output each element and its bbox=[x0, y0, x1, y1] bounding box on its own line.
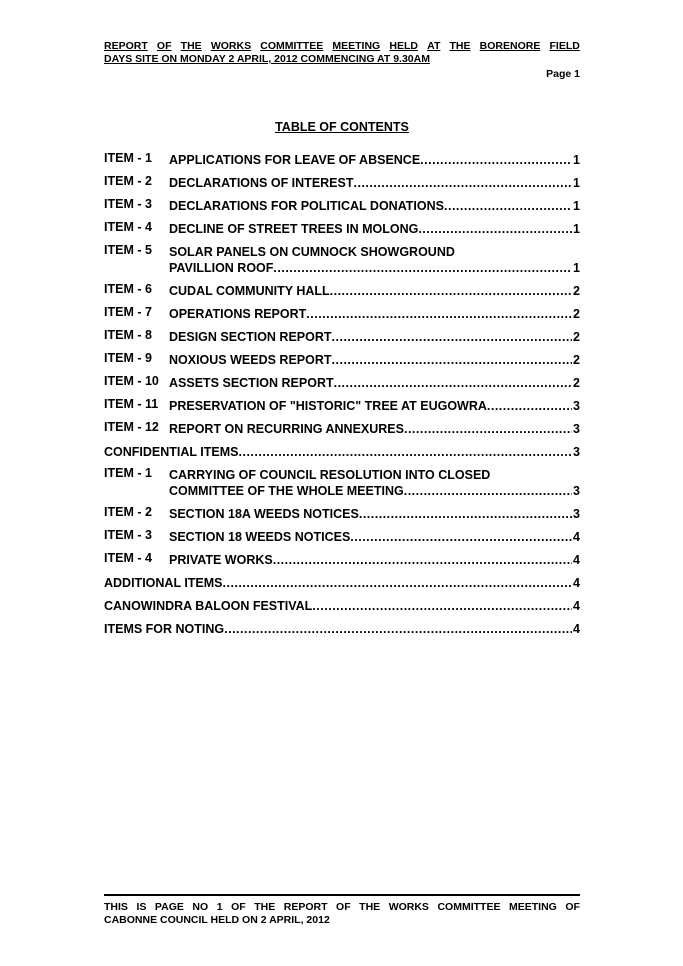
dot-leader bbox=[420, 153, 572, 167]
footer-line-2: CABONNE COUNCIL HELD ON 2 APRIL, 2012 bbox=[104, 914, 330, 926]
footer-line-1 bbox=[104, 901, 580, 914]
header-word: THE bbox=[449, 40, 471, 52]
header-line-1 bbox=[104, 40, 580, 53]
toc-entry bbox=[104, 597, 580, 613]
footer-word: OF bbox=[565, 901, 580, 913]
toc-entry-title: DECLARATIONS OF INTEREST bbox=[169, 176, 354, 190]
toc-entry bbox=[104, 174, 580, 190]
footer-word: IS bbox=[136, 901, 147, 913]
footer-word: THE bbox=[254, 901, 276, 913]
toc-entry-page: 3 bbox=[573, 399, 580, 413]
toc-entry bbox=[104, 351, 580, 367]
dot-leader bbox=[332, 353, 573, 367]
header-word: REPORT bbox=[104, 40, 148, 52]
footer-word: PAGE bbox=[154, 901, 184, 913]
footer-word: NO bbox=[192, 901, 209, 913]
toc-entry-title-continued: PAVILLION ROOF bbox=[169, 261, 274, 275]
toc-entry bbox=[104, 220, 580, 236]
toc-entry-title: NOXIOUS WEEDS REPORT bbox=[169, 353, 332, 367]
toc-entry-title: SOLAR PANELS ON CUMNOCK SHOWGROUND bbox=[169, 245, 455, 259]
header-word: HELD bbox=[389, 40, 418, 52]
toc-entry-page: 4 bbox=[573, 553, 580, 567]
toc-entry-page: 2 bbox=[573, 376, 580, 390]
toc-entry-page: 2 bbox=[573, 353, 580, 367]
toc-entry-title: PRIVATE WORKS bbox=[169, 553, 273, 567]
footer-word: 1 bbox=[216, 901, 223, 913]
toc-entry-label: ITEM - 3 bbox=[104, 528, 152, 542]
toc-entry-label: ITEM - 2 bbox=[104, 174, 152, 188]
dot-leader bbox=[332, 330, 573, 344]
toc-entry-title: DECLARATIONS FOR POLITICAL DONATIONS bbox=[169, 199, 444, 213]
header-word: THE bbox=[180, 40, 202, 52]
footer-word: THIS bbox=[104, 901, 128, 913]
toc-entry-page: 4 bbox=[573, 576, 580, 590]
toc-entry-title: OPERATIONS REPORT bbox=[169, 307, 307, 321]
footer-word: THE bbox=[359, 901, 381, 913]
toc-entry bbox=[104, 151, 580, 167]
toc-entry-page: 1 bbox=[573, 176, 580, 190]
toc-entry-page: 3 bbox=[573, 445, 580, 459]
report-header bbox=[104, 40, 580, 66]
toc-entry-page: 2 bbox=[573, 284, 580, 298]
toc-entry-page: 3 bbox=[573, 507, 580, 521]
toc-entry bbox=[104, 397, 580, 413]
toc-entry-title: REPORT ON RECURRING ANNEXURES bbox=[169, 422, 404, 436]
toc-title: TABLE OF CONTENTS bbox=[275, 120, 409, 134]
toc-entry bbox=[104, 443, 580, 459]
dot-leader bbox=[273, 553, 572, 567]
dot-leader bbox=[404, 422, 572, 436]
header-line-2: DAYS SITE ON MONDAY 2 APRIL, 2012 COMMENCING AT 9.30AM bbox=[104, 53, 430, 65]
footer-word: COMMITTEE bbox=[437, 901, 501, 913]
toc-entry-label: ITEM - 1 bbox=[104, 466, 152, 480]
toc-entry-title: PRESERVATION OF "HISTORIC" TREE AT EUGOWRA bbox=[169, 399, 487, 413]
header-word: WORKS bbox=[210, 40, 252, 52]
toc-entry-title: SECTION 18A WEEDS NOTICES bbox=[169, 507, 359, 521]
footer-word: WORKS bbox=[388, 901, 429, 913]
dot-leader bbox=[312, 599, 572, 613]
toc-entry-page: 4 bbox=[573, 622, 580, 636]
toc-entry-page: 1 bbox=[573, 261, 580, 275]
toc-entry-label: ITEM - 4 bbox=[104, 551, 152, 565]
toc-entry bbox=[104, 420, 580, 436]
toc-entry-title: CANOWINDRA BALOON FESTIVAL bbox=[104, 599, 313, 613]
toc-entry-label: ITEM - 4 bbox=[104, 220, 152, 234]
toc-entry bbox=[104, 197, 580, 213]
dot-leader bbox=[223, 576, 573, 590]
dot-leader bbox=[359, 507, 572, 521]
header-word: COMMITTEE bbox=[260, 40, 324, 52]
toc-entry-title: DECLINE OF STREET TREES IN MOLONG bbox=[169, 222, 419, 236]
toc-entry-title: DESIGN SECTION REPORT bbox=[169, 330, 332, 344]
toc-entry-label: ITEM - 10 bbox=[104, 374, 159, 388]
toc-entry-label: ITEM - 5 bbox=[104, 243, 152, 257]
toc-entry-page: 1 bbox=[573, 153, 580, 167]
toc-entry-label: ITEM - 6 bbox=[104, 282, 152, 296]
dot-leader bbox=[487, 399, 572, 413]
toc-entry-title: ADDITIONAL ITEMS bbox=[104, 576, 223, 590]
toc-entry-title: CARRYING OF COUNCIL RESOLUTION INTO CLOSED bbox=[169, 468, 491, 482]
toc-entry bbox=[104, 620, 580, 636]
dot-leader bbox=[330, 284, 572, 298]
dot-leader bbox=[224, 622, 572, 636]
toc-entry-label: ITEM - 7 bbox=[104, 305, 152, 319]
dot-leader bbox=[239, 445, 573, 459]
toc-entry bbox=[104, 305, 580, 321]
toc-entry-title-continued: COMMITTEE OF THE WHOLE MEETING bbox=[169, 484, 404, 498]
toc-entry-page: 3 bbox=[573, 484, 580, 498]
dot-leader bbox=[404, 484, 572, 498]
header-word: BORENORE bbox=[479, 40, 541, 52]
toc-entry-label: ITEM - 9 bbox=[104, 351, 152, 365]
toc-entry-label: ITEM - 3 bbox=[104, 197, 152, 211]
header-word: MEETING bbox=[332, 40, 381, 52]
toc-entry-label: ITEM - 2 bbox=[104, 505, 152, 519]
toc-entry-title: SECTION 18 WEEDS NOTICES bbox=[169, 530, 351, 544]
footer-word: OF bbox=[231, 901, 246, 913]
toc-entry-title: APPLICATIONS FOR LEAVE OF ABSENCE bbox=[169, 153, 421, 167]
toc-entry-title: ITEMS FOR NOTING bbox=[104, 622, 225, 636]
footer-word: OF bbox=[336, 901, 351, 913]
toc-entry-title: ASSETS SECTION REPORT bbox=[169, 376, 334, 390]
footer-word: REPORT bbox=[283, 901, 328, 913]
toc-entry-page: 2 bbox=[573, 330, 580, 344]
toc-entry-page: 3 bbox=[573, 422, 580, 436]
toc-entry bbox=[104, 243, 580, 275]
dot-leader bbox=[418, 222, 572, 236]
toc-entry-label: ITEM - 11 bbox=[104, 397, 159, 411]
toc-entry-page: 4 bbox=[573, 530, 580, 544]
toc-entry bbox=[104, 528, 580, 544]
toc-entry bbox=[104, 466, 580, 498]
toc-entry-page: 1 bbox=[573, 199, 580, 213]
toc-entry bbox=[104, 574, 580, 590]
dot-leader bbox=[273, 261, 572, 275]
dot-leader bbox=[444, 199, 572, 213]
header-word: AT bbox=[427, 40, 441, 52]
dot-leader bbox=[334, 376, 572, 390]
toc-entry bbox=[104, 374, 580, 390]
page-number: Page 1 bbox=[546, 68, 580, 80]
toc-entry bbox=[104, 551, 580, 567]
toc-entry-page: 2 bbox=[573, 307, 580, 321]
dot-leader bbox=[354, 176, 573, 190]
report-footer bbox=[104, 894, 580, 927]
document-page bbox=[104, 0, 580, 966]
header-word: OF bbox=[156, 40, 172, 52]
dot-leader bbox=[306, 307, 572, 321]
toc-entry-label: ITEM - 1 bbox=[104, 151, 152, 165]
table-of-contents bbox=[104, 151, 580, 643]
toc-entry bbox=[104, 328, 580, 344]
dot-leader bbox=[350, 530, 572, 544]
toc-entry bbox=[104, 505, 580, 521]
toc-entry bbox=[104, 282, 580, 298]
toc-entry-page: 1 bbox=[573, 222, 580, 236]
header-word: FIELD bbox=[549, 40, 580, 52]
toc-entry-title: CUDAL COMMUNITY HALL bbox=[169, 284, 330, 298]
toc-entry-page: 4 bbox=[573, 599, 580, 613]
toc-entry-label: ITEM - 8 bbox=[104, 328, 152, 342]
toc-entry-title: CONFIDENTIAL ITEMS bbox=[104, 445, 239, 459]
footer-word: MEETING bbox=[509, 901, 557, 913]
toc-entry-label: ITEM - 12 bbox=[104, 420, 159, 434]
